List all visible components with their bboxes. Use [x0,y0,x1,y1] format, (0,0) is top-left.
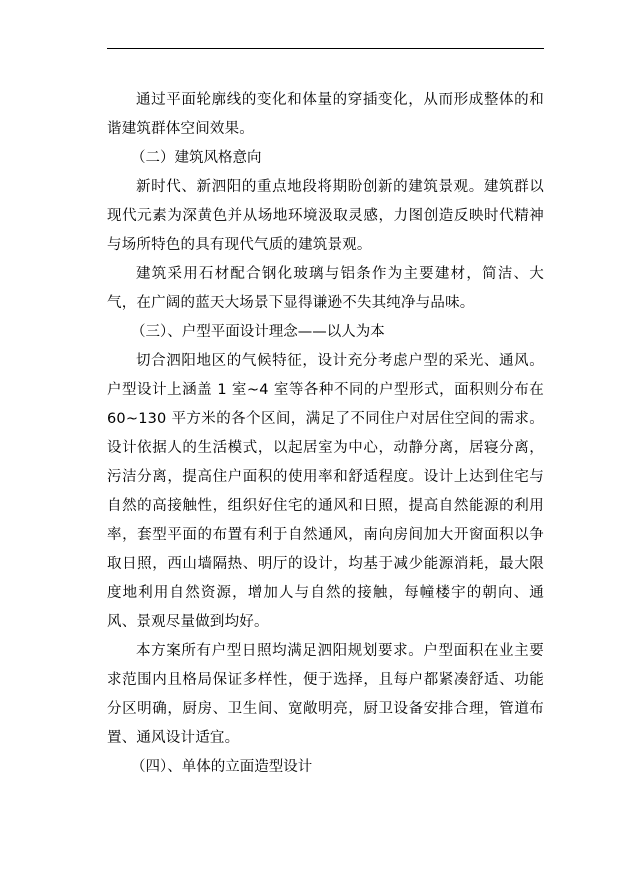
paragraph-massing: 通过平面轮廓线的变化和体量的穿插变化，从而形成整体的和谐建筑群体空间效果。 [107,92,544,137]
heading-unit-plan-concept: （三）、户型平面设计理念——以人为本 [131,324,385,340]
paragraph-sunlight-compliance: 本方案所有户型日照均满足泗阳规划要求。户型面积在业主要求范围内且格局保证多样性，便于选择，且每户都紧凑舒适、功能分区明确，厨房、卫生间、宽敞明亮，厨卫设备安排合理，管道布置、通风设计适宜。 [107,643,544,746]
heading-facade-design: （四）、单体的立面造型设计 [131,759,313,775]
header-rule [107,48,544,49]
paragraph-materials: 建筑采用石材配合钢化玻璃与铝条作为主要建材，简洁、大气，在广阔的蓝天大场景下显得谦逊不失其纯净与品味。 [107,266,544,311]
heading-architectural-style: （二）建筑风格意向 [131,150,262,166]
paragraph-unit-design: 切合泗阳地区的气候特征，设计充分考虑户型的采光、通风。户型设计上涵盖 1 室~4 室等各种不同的户型形式，面积则分布在 60~130 平方米的各个区间，满足了不同住户对居住空间的需求。设计依据人的生活模式，以起居室为中心，动静分离，居寝分离，污洁分离，提高住户面积的使用率和舒适程度。设计上达到住宅与自然的高接触性，组织好住宅的通风和日照，提高自然能源的利用率，套型平面的布置有利于自然通风，南向房间加大开窗面积以争取日照，西山墙隔热、明厅的设计，均基于减少能源消耗，最大限度地利用自然资源，增加人与自然的接触，每幢楼宇的朝向、通风、景观尽量做到均好。 [107,353,544,630]
document-body [107,86,544,782]
paragraph-style-intent: 新时代、新泗阳的重点地段将期盼创新的建筑景观。建筑群以现代元素为深黄色并从场地环境汲取灵感，力图创造反映时代精神与场所特色的具有现代气质的建筑景观。 [107,179,544,253]
